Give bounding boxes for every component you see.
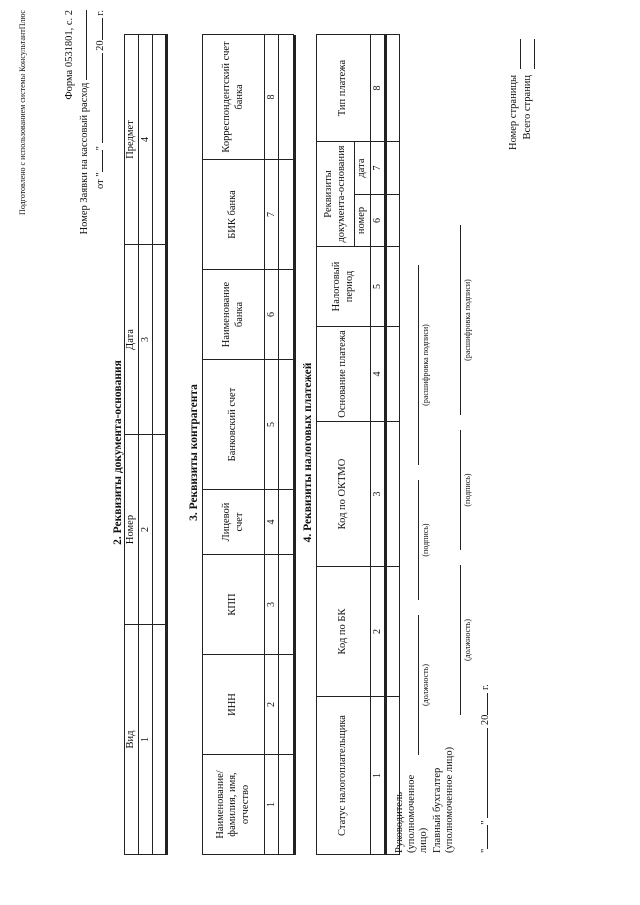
s4-num-7: 7	[371, 142, 385, 195]
accountant-signature-hint: (подпись)	[463, 473, 472, 507]
head-decoding-hint: (расшифровка подписи)	[421, 324, 430, 406]
head-position-line[interactable]	[418, 615, 419, 755]
s4-num-1: 1	[371, 697, 385, 855]
s2-num-2: 2	[139, 435, 153, 625]
s3-col-bank-account: Банковский счет	[203, 360, 265, 490]
sig-year-prefix: 20	[480, 714, 491, 726]
s3-col-kpp: КПП	[203, 555, 265, 655]
s3-num-6: 6	[265, 270, 279, 360]
s4-num-2: 2	[371, 567, 385, 697]
s4-col-basis: Основание платежа	[317, 327, 371, 422]
s2-num-1: 1	[139, 625, 153, 855]
s3-col-bank-name: Наименование банка	[203, 270, 265, 360]
total-pages-field[interactable]	[534, 39, 535, 69]
s4-col-kbk: Код по БК	[317, 567, 371, 697]
section3-table	[202, 34, 294, 855]
head-position-hint: (должность)	[421, 664, 430, 706]
year-field[interactable]	[102, 18, 103, 40]
section2-table	[124, 34, 168, 855]
s4-col-doc-requisites: Реквизиты документа-основания	[317, 142, 355, 247]
sig-year-field[interactable]	[487, 693, 488, 715]
day-field[interactable]	[102, 150, 103, 172]
s2-col-nomer: Номер	[125, 435, 139, 625]
head-signature-hint: (подпись)	[421, 523, 430, 557]
head-label: Руководитель (уполномоченное лицо)	[394, 774, 430, 853]
year-prefix: 20	[95, 40, 106, 51]
form-label: Форма 0531801, с. 2	[64, 10, 75, 100]
s4-col-period: Налоговый период	[317, 247, 371, 327]
s3-cell[interactable]	[279, 555, 294, 655]
month-field[interactable]	[102, 54, 103, 144]
s3-col-name: Наименование/ фамилия, имя, отчество	[203, 755, 265, 855]
total-pages-label: Всего страниц	[522, 75, 533, 140]
s4-col-status: Статус налогоплательщика	[317, 697, 371, 855]
s3-num-4: 4	[265, 490, 279, 555]
head-decoding-line[interactable]	[418, 265, 419, 465]
accountant-signature-line[interactable]	[460, 430, 461, 550]
s4-num-5: 5	[371, 247, 385, 327]
s4-num-4: 4	[371, 327, 385, 422]
s3-num-3: 3	[265, 555, 279, 655]
accountant-decoding-line[interactable]	[460, 225, 461, 415]
s3-cell[interactable]	[279, 490, 294, 555]
request-label-text: Номер Заявки на кассовый расход	[79, 82, 90, 235]
section3-title: 3. Реквизиты контрагента	[188, 384, 200, 521]
year-suffix: г.	[95, 10, 106, 16]
s3-num-2: 2	[265, 655, 279, 755]
s3-bottom-rule	[293, 35, 296, 855]
sig-year-suffix: г.	[480, 684, 491, 691]
s4-col-oktmo: Код по ОКТМО	[317, 422, 371, 567]
section4-table	[316, 34, 400, 855]
accountant-position-line[interactable]	[460, 565, 461, 715]
head-signature-line[interactable]	[418, 480, 419, 600]
s3-num-1: 1	[265, 755, 279, 855]
s2-num-3: 3	[139, 245, 153, 435]
s3-cell[interactable]	[279, 270, 294, 360]
s4-num-8: 8	[371, 35, 385, 142]
s3-cell[interactable]	[279, 655, 294, 755]
s2-num-4: 4	[139, 35, 153, 245]
page-number-label: Номер страницы	[508, 75, 519, 151]
s4-bottom-rule	[384, 35, 387, 855]
s4-sub-number: номер	[355, 195, 371, 247]
s4-sub-date: дата	[355, 142, 371, 195]
s2-col-vid: Вид	[125, 625, 139, 855]
s3-num-5: 5	[265, 360, 279, 490]
sig-date-close: "	[480, 820, 491, 825]
s3-num-7: 7	[265, 160, 279, 270]
sig-day-field[interactable]	[487, 825, 488, 849]
s4-num-3: 3	[371, 422, 385, 567]
s3-cell[interactable]	[279, 160, 294, 270]
section2-title: 2. Реквизиты документа-основания	[112, 360, 124, 545]
request-number-field[interactable]	[86, 10, 87, 80]
sig-date-open: "	[480, 848, 491, 853]
signature-date-line	[480, 593, 491, 853]
accountant-position-hint: (должность)	[463, 619, 472, 661]
section4-title: 4. Реквизиты налоговых платежей	[302, 362, 314, 543]
sig-month-field[interactable]	[487, 728, 488, 818]
s3-col-account: Лицевой счет	[203, 490, 265, 555]
accountant-label: Главный бухгалтер (уполномоченное лицо)	[432, 746, 456, 853]
s3-cell[interactable]	[279, 360, 294, 490]
s4-col-payment-type: Тип платежа	[317, 35, 371, 142]
s3-col-inn: ИНН	[203, 655, 265, 755]
date-quote-close: "	[95, 146, 106, 151]
s3-cell[interactable]	[279, 35, 294, 160]
s4-num-6: 6	[371, 195, 385, 247]
s3-col-bik: БИК банка	[203, 160, 265, 270]
request-date-line	[95, 10, 106, 325]
accountant-decoding-hint: (расшифровка подписи)	[463, 279, 472, 361]
s3-cell[interactable]	[279, 755, 294, 855]
page-number-field[interactable]	[520, 39, 521, 69]
s3-num-8: 8	[265, 35, 279, 160]
s2-bottom-rule	[165, 35, 168, 855]
s2-col-data: Дата	[125, 245, 139, 435]
date-from-label: от "	[95, 172, 106, 190]
s3-col-corr-account: Корреспондентский счет банка	[203, 35, 265, 160]
request-number-label	[79, 10, 90, 315]
consultant-note: Подготовлено с использованием системы КонсультантПлюс	[18, 10, 27, 215]
s2-col-predmet: Предмет	[125, 35, 139, 245]
